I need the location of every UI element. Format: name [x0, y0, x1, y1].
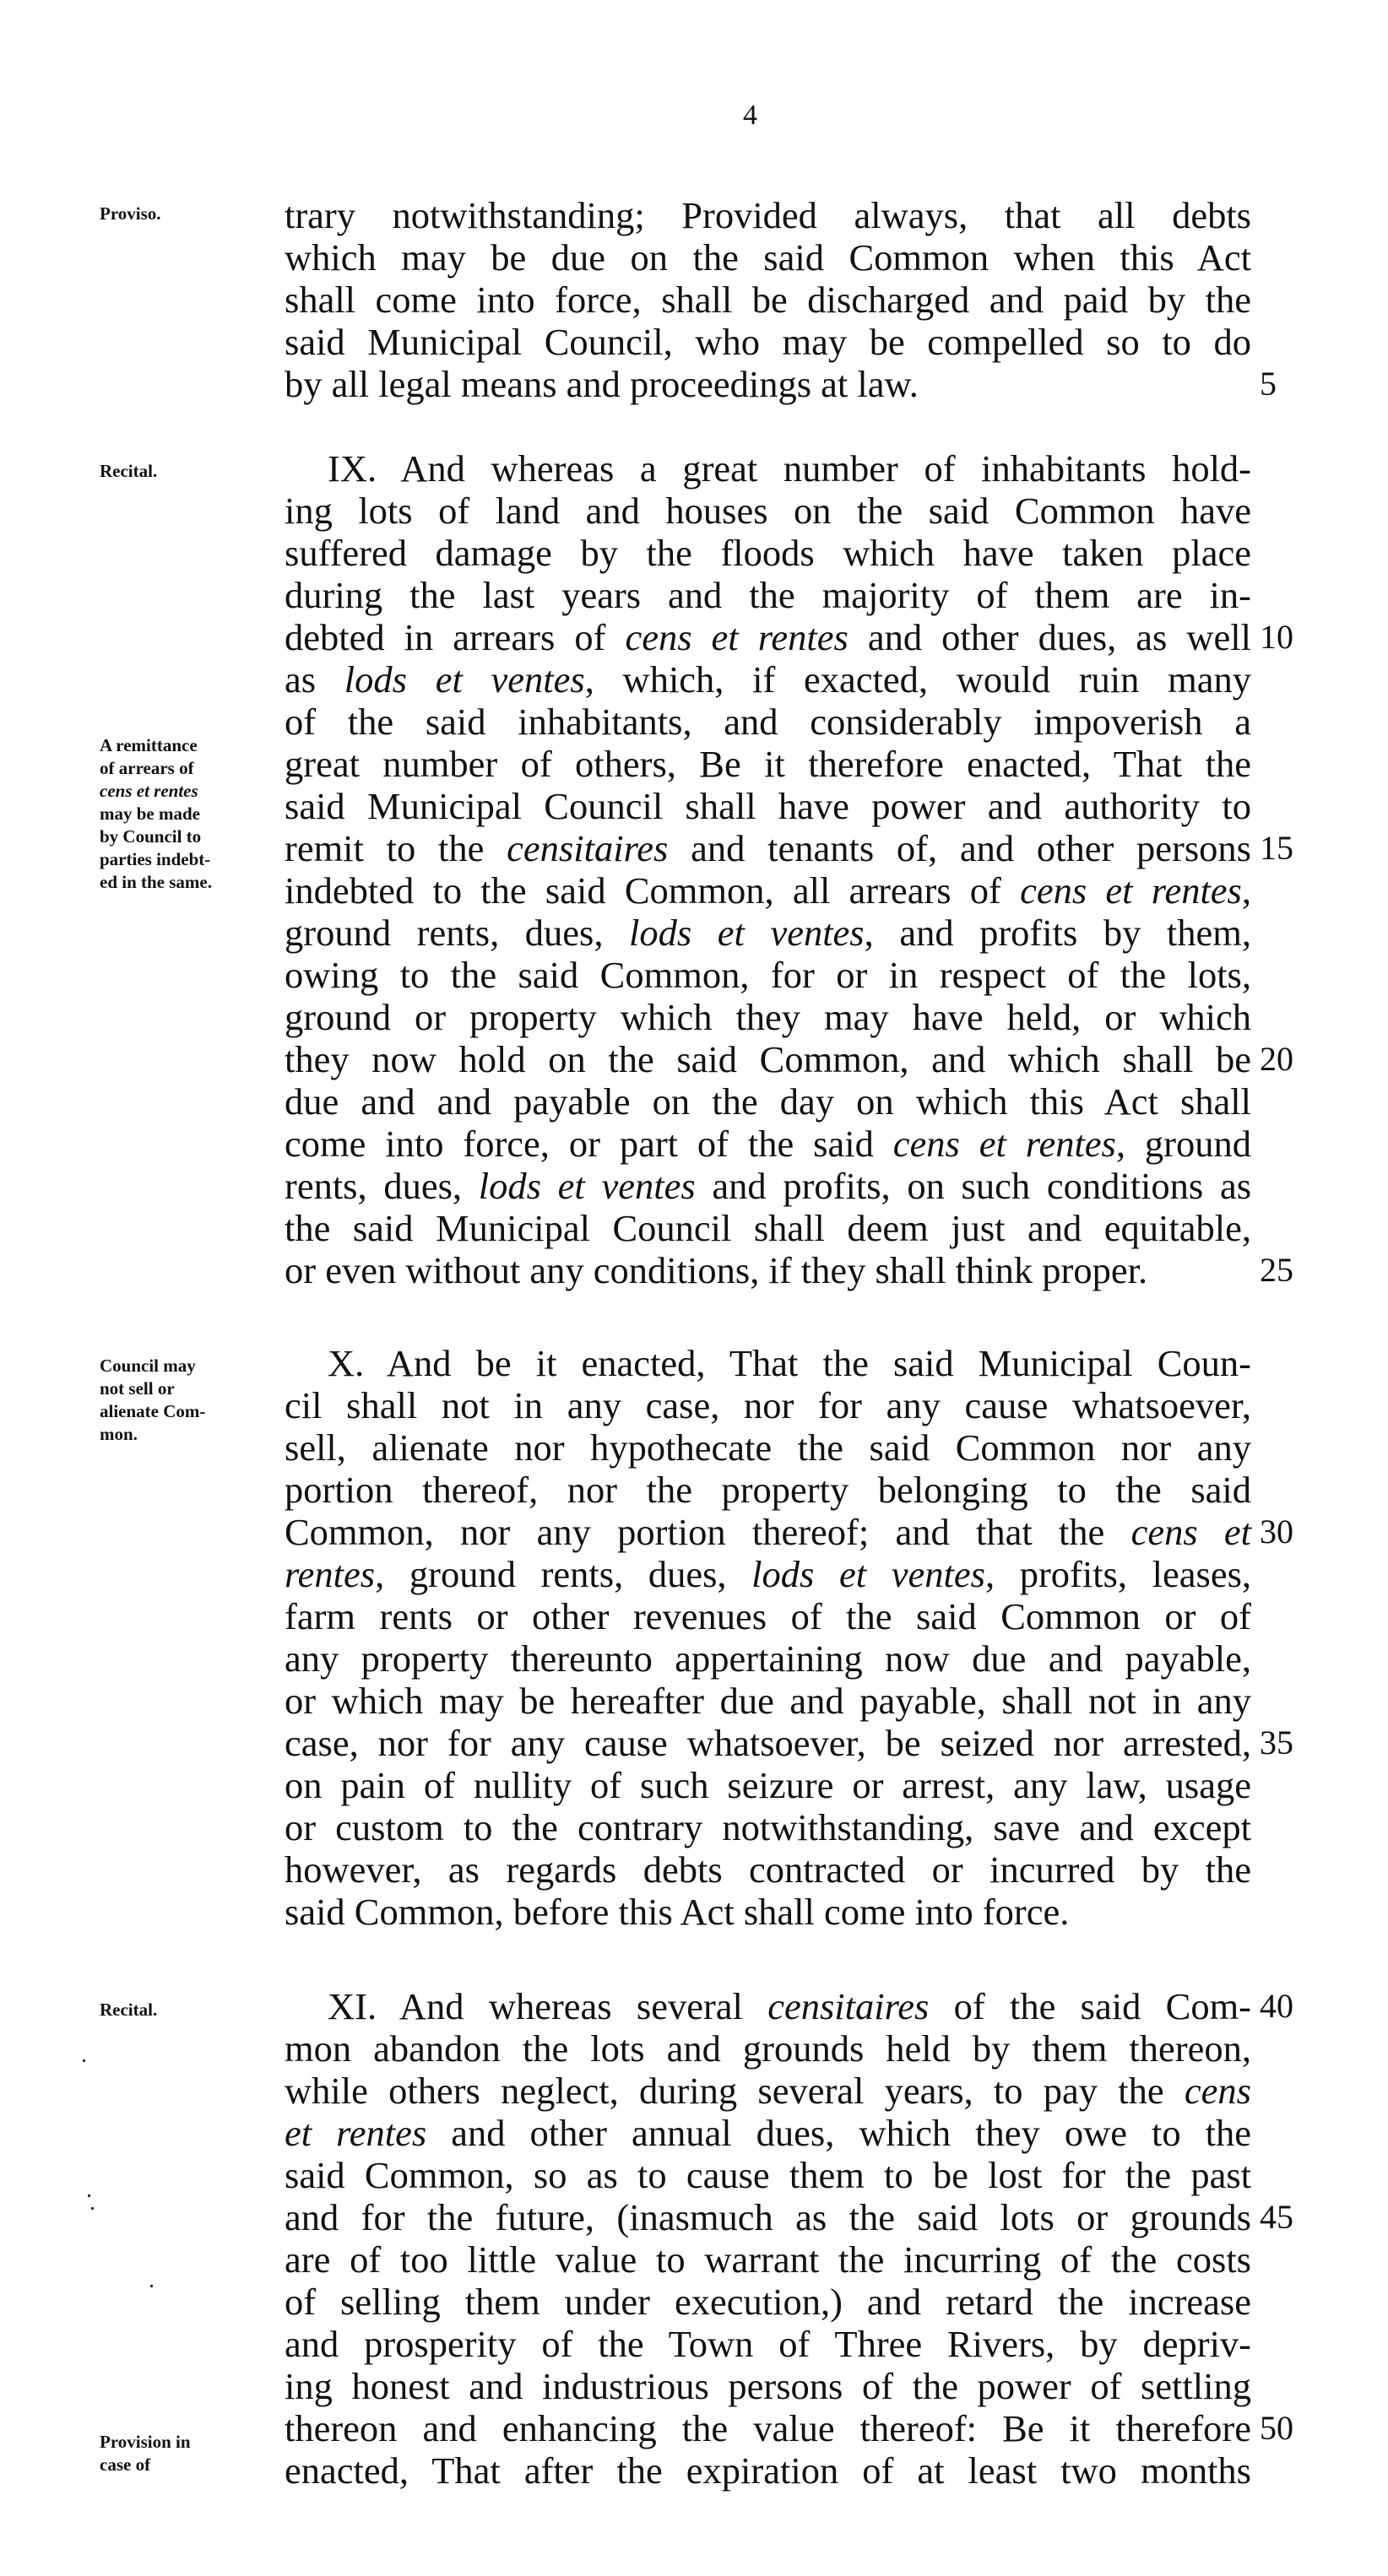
body-line: said Municipal Council shall have power and authority to: [285, 785, 1251, 827]
margin-note-line: of arrears of: [100, 758, 194, 778]
body-line: and for the future, (inasmuch as the said lots or grounds: [285, 2196, 1251, 2238]
margin-note-line: not sell or: [100, 1378, 175, 1399]
line-number: 25: [1260, 1251, 1293, 1289]
body-line: they now hold on the said Common, and which shall be: [285, 1038, 1251, 1080]
margin-note-line: Provision in: [100, 2432, 191, 2452]
body-line: thereon and enhancing the value thereof: Be it therefore: [285, 2407, 1251, 2449]
body-line: rentes, ground rents, dues, lods et ventes, profits, leases,: [285, 1553, 1252, 1595]
margin-note-line: case of: [100, 2454, 151, 2475]
body-line: trary notwithstanding; Provided always, that all debts: [285, 194, 1251, 236]
body-line: cil shall not in any case, nor for any cause whatsoever,: [285, 1384, 1251, 1426]
scan-speck: [150, 2285, 153, 2287]
body-line: and prosperity of the Town of Three Rivers, by depriv-: [285, 2323, 1251, 2365]
body-line: remit to the censitaires and tenants of, and other persons: [285, 827, 1252, 869]
margin-note-line: Recital.: [100, 461, 158, 481]
body-line: IX. And whereas a great number of inhabitants hold-: [328, 447, 1251, 490]
margin-note-line: alienate Com-: [100, 1401, 206, 1421]
margin-note-remittance: [100, 734, 281, 894]
body-line: ground rents, dues, lods et ventes, and profits by them,: [285, 912, 1252, 954]
body-line: or even without any conditions, if they shall think proper.: [285, 1249, 1148, 1291]
margin-note-line: Proviso.: [100, 203, 161, 224]
page-number: 4: [743, 100, 757, 131]
margin-note-line: by Council to: [100, 826, 202, 847]
body-line: enacted, That after the expiration of at least two months: [285, 2449, 1251, 2492]
line-number: 15: [1260, 829, 1293, 867]
body-line: said Common, before this Act shall come into force.: [285, 1891, 1070, 1933]
body-line: debted in arrears of cens et rentes and other dues, as well: [285, 616, 1252, 658]
body-line: while others neglect, during several years, to pay the cens: [285, 2070, 1251, 2112]
body-line: indebted to the said Common, all arrears of cens et rentes,: [285, 869, 1252, 912]
body-line: of the said inhabitants, and considerably impoverish a: [285, 701, 1251, 743]
body-line: or which may be hereafter due and payable, shall not in any: [285, 1680, 1251, 1722]
body-line: however, as regards debts contracted or incurred by the: [285, 1848, 1251, 1891]
margin-note-line: cens et rentes: [100, 781, 198, 801]
margin-note-provision: [100, 2431, 281, 2476]
margin-note-line: A remittance: [100, 735, 198, 755]
body-line: by all legal means and proceedings at law.: [285, 363, 919, 405]
body-line: ing lots of land and houses on the said Common have: [285, 490, 1251, 532]
line-number: 35: [1260, 1724, 1293, 1762]
body-line: portion thereof, nor the property belonging to the said: [285, 1469, 1251, 1511]
body-line: come into force, or part of the said cens et rentes, ground: [285, 1123, 1251, 1165]
body-line: any property thereunto appertaining now due and payable,: [285, 1637, 1251, 1680]
margin-note-council-may-not-sell: [100, 1355, 281, 1446]
margin-note-line: parties indebt-: [100, 849, 211, 869]
body-line: suffered damage by the floods which have taken place: [285, 532, 1251, 574]
body-line: ground or property which they may have held, or which: [285, 996, 1251, 1038]
margin-note-line: Recital.: [100, 2000, 158, 2020]
line-number: 30: [1260, 1513, 1293, 1550]
body-line: said Municipal Council, who may be compelled so to do: [285, 321, 1251, 363]
margin-note-line: may be made: [100, 804, 200, 824]
body-line: sell, alienate nor hypothecate the said Common nor any: [285, 1426, 1251, 1469]
margin-note-line: Council may: [100, 1356, 196, 1376]
body-line: farm rents or other revenues of the said Common or of: [285, 1595, 1251, 1637]
scan-speck: [91, 2207, 94, 2210]
body-line: mon abandon the lots and grounds held by them thereon,: [285, 2027, 1251, 2070]
scan-speck: [83, 2059, 85, 2062]
body-line: during the last years and the majority of them are in-: [285, 574, 1251, 616]
body-line: on pain of nullity of such seizure or arrest, any law, usage: [285, 1764, 1251, 1806]
body-line: shall come into force, shall be discharged and paid by the: [285, 279, 1251, 321]
body-line: Common, nor any portion thereof; and that the cens et: [285, 1511, 1251, 1553]
margin-note-recital: [100, 1999, 281, 2021]
body-line: rents, dues, lods et ventes and profits, on such conditions as: [285, 1165, 1252, 1207]
body-line: due and and payable on the day on which this Act shall: [285, 1080, 1251, 1123]
body-line: of selling them under execution,) and retard the increase: [285, 2281, 1251, 2323]
body-line: X. And be it enacted, That the said Municipal Coun-: [328, 1342, 1251, 1384]
body-line: et rentes and other annual dues, which they owe to the: [285, 2112, 1251, 2154]
line-number: 40: [1260, 1987, 1293, 2025]
line-number: 10: [1260, 618, 1293, 656]
margin-note-recital: [100, 460, 281, 483]
margin-note-line: ed in the same.: [100, 872, 212, 892]
body-line: case, nor for any cause whatsoever, be seized nor arrested,: [285, 1722, 1251, 1764]
body-line: are of too little value to warrant the incurring of the costs: [285, 2238, 1251, 2281]
line-number: 5: [1260, 365, 1277, 403]
body-line: said Common, so as to cause them to be lost for the past: [285, 2154, 1251, 2196]
line-number: 20: [1260, 1040, 1293, 1078]
body-line: owing to the said Common, for or in respect of the lots,: [285, 954, 1251, 996]
body-line: which may be due on the said Common when this Act: [285, 236, 1251, 279]
margin-note-line: mon.: [100, 1424, 138, 1444]
body-line: ing honest and industrious persons of the power of settling: [285, 2365, 1251, 2407]
body-line: the said Municipal Council shall deem just and equitable,: [285, 1207, 1251, 1249]
body-line: great number of others, Be it therefore enacted, That the: [285, 743, 1251, 785]
body-line: as lods et ventes, which, if exacted, would ruin many: [285, 658, 1251, 701]
line-number: 45: [1260, 2198, 1293, 2236]
body-line: XI. And whereas several censitaires of the said Com-: [328, 1985, 1251, 2027]
line-number: 50: [1260, 2409, 1293, 2447]
body-line: or custom to the contrary notwithstanding, save and except: [285, 1806, 1251, 1848]
scan-speck: [88, 2194, 90, 2197]
margin-note-proviso: [100, 203, 281, 225]
